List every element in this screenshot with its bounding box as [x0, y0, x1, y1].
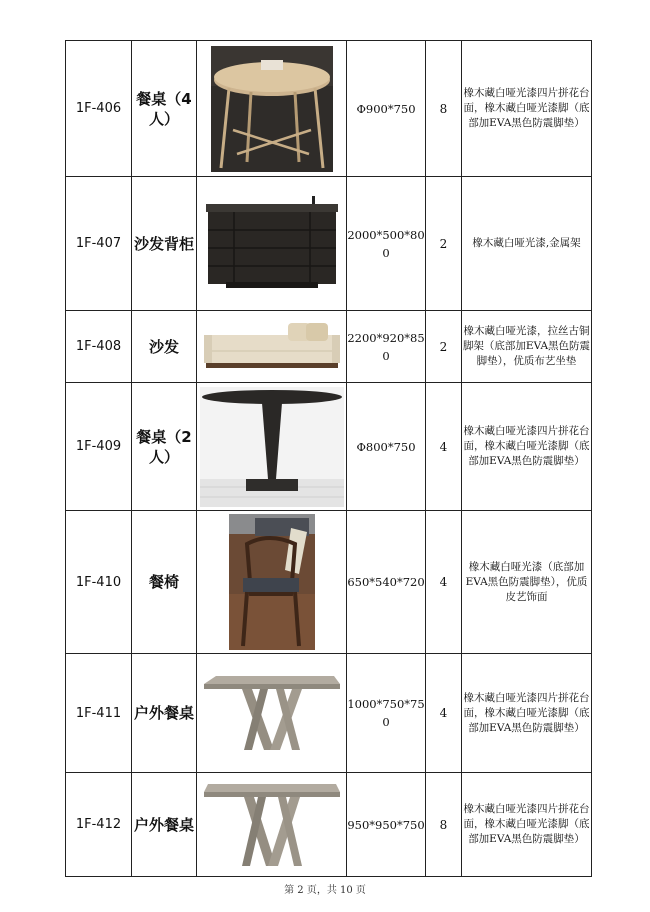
- round-wood-dining-table-photo: [211, 46, 333, 172]
- item-description: 橡木藏白哑光漆，拉丝古铜脚架（底部加EVA黑色防震脚垫），优质布艺坐垫: [462, 311, 592, 383]
- item-name: 户外餐桌: [132, 773, 197, 877]
- item-quantity: 2: [426, 177, 462, 311]
- item-name: 户外餐桌: [132, 654, 197, 773]
- wooden-dining-chair-photo: [229, 514, 315, 650]
- item-dimensions: 2000*500*800: [347, 177, 426, 311]
- outdoor-table-photo: [202, 780, 342, 870]
- item-image-cell: [197, 773, 347, 877]
- furniture-schedule-table: [65, 40, 592, 877]
- item-description: 橡木藏白哑光漆,金属架: [462, 177, 592, 311]
- item-description: 橡木藏白哑光漆四片拼花台面，橡木藏白哑光漆脚（底部加EVA黑色防震脚垫）: [462, 773, 592, 877]
- item-name: 沙发背柜: [132, 177, 197, 311]
- table-row: [66, 773, 592, 877]
- item-dimensions: Φ800*750: [347, 383, 426, 511]
- item-code: 1F-408: [66, 311, 132, 383]
- item-quantity: 4: [426, 654, 462, 773]
- table-row: [66, 511, 592, 654]
- item-name: 餐桌（2人）: [132, 383, 197, 511]
- black-pedestal-table-photo: [200, 387, 344, 507]
- item-code: 1F-411: [66, 654, 132, 773]
- item-code: 1F-407: [66, 177, 132, 311]
- table-row: [66, 311, 592, 383]
- item-image-cell: [197, 383, 347, 511]
- item-quantity: 8: [426, 41, 462, 177]
- item-quantity: 4: [426, 383, 462, 511]
- item-description: 橡木藏白哑光漆四片拼花台面，橡木藏白哑光漆脚（底部加EVA黑色防震脚垫）: [462, 654, 592, 773]
- beige-sofa-photo: [202, 319, 342, 375]
- item-name: 沙发: [132, 311, 197, 383]
- table-row: [66, 41, 592, 177]
- item-image-cell: [197, 511, 347, 654]
- item-dimensions: 1000*750*750: [347, 654, 426, 773]
- dark-wood-sideboard-photo: [204, 196, 340, 292]
- item-code: 1F-412: [66, 773, 132, 877]
- item-image-cell: [197, 177, 347, 311]
- item-quantity: 8: [426, 773, 462, 877]
- table-row: [66, 654, 592, 773]
- item-code: 1F-410: [66, 511, 132, 654]
- item-image-cell: [197, 311, 347, 383]
- table-row: [66, 383, 592, 511]
- item-dimensions: 650*540*720: [347, 511, 426, 654]
- item-dimensions: 2200*920*850: [347, 311, 426, 383]
- item-description: 橡木藏白哑光漆（底部加EVA黑色防震脚垫），优质皮艺饰面: [462, 511, 592, 654]
- item-description: 橡木藏白哑光漆四片拼花台面，橡木藏白哑光漆脚（底部加EVA黑色防震脚垫）: [462, 383, 592, 511]
- item-image-cell: [197, 654, 347, 773]
- item-code: 1F-406: [66, 41, 132, 177]
- table-row: [66, 177, 592, 311]
- outdoor-table-photo: [202, 670, 342, 756]
- item-name: 餐椅: [132, 511, 197, 654]
- item-description: 橡木藏白哑光漆四片拼花台面，橡木藏白哑光漆脚（底部加EVA黑色防震脚垫）: [462, 41, 592, 177]
- item-name: 餐桌（4人）: [132, 41, 197, 177]
- item-code: 1F-409: [66, 383, 132, 511]
- item-dimensions: Φ900*750: [347, 41, 426, 177]
- page-footer: 第 2 页，共 10 页: [284, 885, 366, 896]
- item-quantity: 4: [426, 511, 462, 654]
- item-dimensions: 950*950*750: [347, 773, 426, 877]
- item-quantity: 2: [426, 311, 462, 383]
- item-image-cell: [197, 41, 347, 177]
